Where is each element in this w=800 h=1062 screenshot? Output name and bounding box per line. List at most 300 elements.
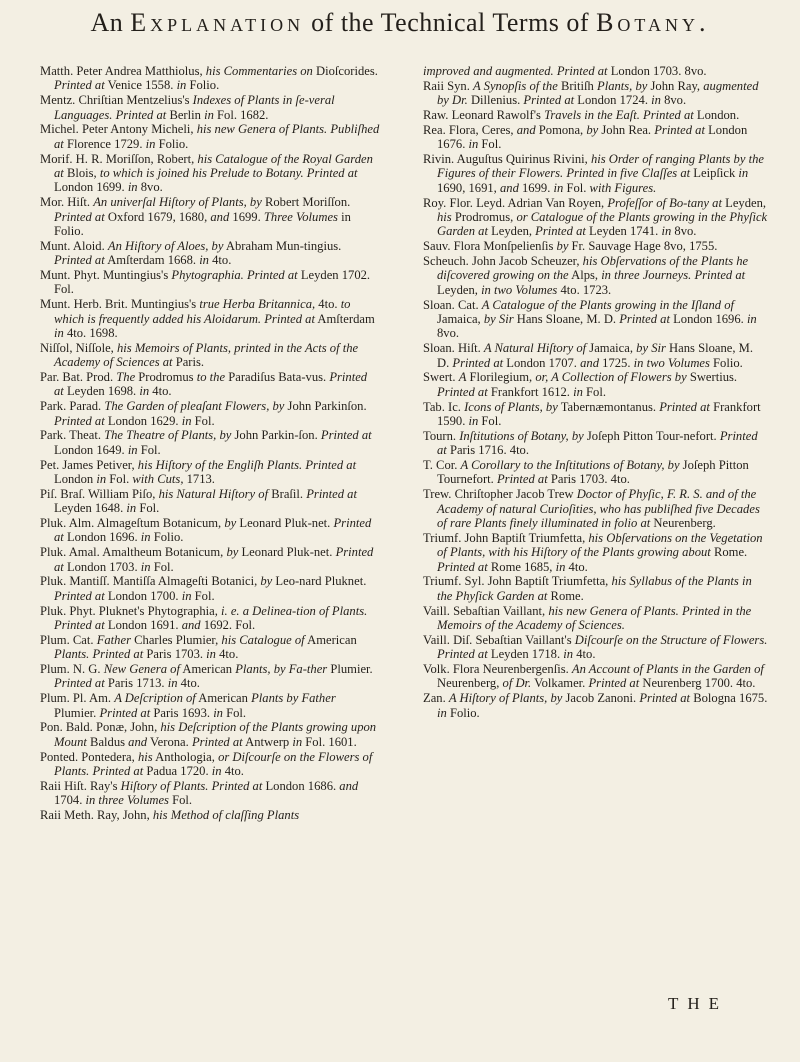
entry-text: London 1676.	[437, 122, 748, 152]
entry-text: Britiſh	[557, 78, 597, 93]
entry-text: Neurenberg,	[437, 676, 503, 691]
entry-text: Folio.	[709, 355, 743, 370]
bibliography-entry	[40, 64, 380, 93]
entry-text: London 1724.	[574, 93, 652, 108]
entry-text: American	[179, 662, 236, 677]
entry-text: Park. Parad.	[40, 399, 105, 414]
entry-text: Niſſol, Niſſole,	[40, 340, 117, 355]
entry-text: 4to.	[315, 297, 341, 312]
entry-text: and	[580, 355, 599, 370]
entry-text: Leyden 1648.	[54, 501, 127, 516]
entry-text: in two Volumes	[481, 282, 558, 297]
entry-text: his new Genera of Plants. Printed in the Memoirs of the Academy of Sciences.	[437, 603, 752, 633]
entry-text: 8vo.	[137, 180, 163, 195]
entry-text: or Diſcourſe on the Flowers of Plants. Printed at	[54, 749, 373, 779]
entry-text: his Syllabus of the Plants in the Phyſick Garden at	[437, 574, 752, 603]
entry-text: Printed at	[54, 78, 105, 93]
entry-text: Hiſtory of Plants. Printed at	[120, 778, 263, 793]
bibliography-entry	[423, 662, 768, 691]
entry-text: Printed at	[619, 312, 670, 327]
entry-text: Hans Sloane, M. D.	[437, 341, 753, 370]
bibliography-entry	[40, 122, 380, 151]
entry-text: Printed at	[54, 370, 368, 399]
entry-text: and	[128, 734, 148, 749]
entry-text: or, A Collection of Flowers by	[535, 370, 687, 385]
entry-text: John Parkin-ſon.	[231, 428, 321, 443]
entry-text: Triumf. John Baptiſt Triumfetta,	[423, 530, 589, 545]
entry-text: Pluk. Mantiſſ. Mantiſſa Almageſti Botanici,	[40, 574, 261, 589]
entry-text: of Dr.	[502, 676, 532, 691]
entry-text: Jamaica,	[437, 312, 484, 327]
header-pre: An	[90, 8, 124, 37]
entry-text: Leipſick	[690, 166, 739, 181]
entry-text: London	[54, 472, 97, 487]
entry-text: Baldus	[86, 734, 129, 749]
entry-text: London 1691.	[104, 618, 182, 633]
entry-text: An univerſal Hiſtory of Plants, by	[93, 195, 262, 210]
entry-text: to the	[196, 370, 226, 385]
entry-text: Florilegium,	[466, 370, 536, 385]
entry-text: his	[437, 210, 452, 225]
entry-text: Leyden 1698.	[63, 384, 140, 399]
entry-text: Tab. Ic.	[423, 399, 465, 414]
entry-text: his Method of claſſing Plants	[152, 808, 300, 823]
entry-text: 4to.	[208, 253, 232, 268]
entry-text: or Catalogue of the Plants growing in the Phyſick Garden at	[437, 210, 768, 239]
entry-text: Berlin	[166, 107, 205, 122]
entry-text: and	[516, 122, 536, 137]
bibliography-entry	[423, 574, 768, 603]
entry-text: 4to.	[149, 384, 172, 399]
entry-text: Plumier.	[54, 705, 100, 720]
entry-text: Plum. N. G.	[40, 662, 104, 677]
entry-text: Printed at	[54, 209, 105, 224]
entry-text: Leonard Pluk-net.	[238, 545, 336, 560]
entry-text: The Garden of pleaſant Flowers, by	[104, 399, 285, 414]
entry-text: Folio.	[150, 530, 184, 545]
entry-text: his Natural Hiſtory of	[158, 486, 269, 501]
entry-text: Raw. Leonard Rawolf's	[423, 108, 545, 122]
entry-text: American	[195, 691, 252, 706]
header-of: of	[566, 8, 590, 37]
entry-text: Rome.	[710, 545, 748, 560]
entry-text: Doctor of Phyſic, F. R. S. and of the Academy of natural Curioſities, who has publiſhed five Decades of rare Plants finely illuminated in folio at	[437, 487, 760, 531]
entry-text: Printed at	[306, 486, 357, 501]
entry-text: 8vo.	[437, 326, 460, 341]
entry-text: Paris 1703.	[143, 647, 207, 662]
entry-text: Paris.	[172, 355, 205, 370]
entry-text: in	[96, 472, 107, 487]
entry-text: Alps,	[568, 268, 602, 283]
entry-text: Rome.	[547, 588, 584, 603]
entry-text: Florence 1729.	[63, 136, 146, 151]
entry-text: Frankfort 1612.	[487, 384, 574, 399]
entry-text: Michel. Peter Antony Micheli,	[40, 122, 197, 137]
entry-text: his Hiſtory of the Engliſh Plants. Printed at	[137, 457, 357, 472]
entry-text: Printed at	[191, 734, 243, 749]
entry-text: in	[139, 384, 150, 399]
entry-text: Morif. H. R. Moriſſon, Robert,	[40, 151, 198, 166]
entry-text: Mor. Hiſt.	[40, 195, 94, 210]
entry-text: in	[145, 136, 156, 151]
entry-text: Fol.	[150, 559, 174, 574]
entry-text: Leyden 1741.	[585, 224, 662, 239]
entry-text: Frankfort 1590.	[437, 399, 761, 429]
entry-text: augmented by Dr.	[437, 78, 759, 108]
entry-text: Fol.	[582, 384, 606, 399]
bibliography-entry	[423, 108, 768, 122]
entry-text: 1692. Fol.	[200, 618, 256, 633]
entry-text: Trew. Chriſtopher Jacob Trew	[423, 487, 577, 502]
entry-text: Printed at	[496, 472, 548, 487]
entry-text: Printed at	[437, 428, 758, 458]
entry-text: in	[468, 137, 479, 152]
entry-text: by	[224, 516, 237, 531]
entry-text: in	[181, 588, 192, 603]
bibliography-entry	[40, 720, 380, 749]
bibliography-entry	[40, 574, 380, 603]
entry-text: 1704.	[54, 793, 86, 808]
entry-text: Ponted. Pontedera,	[40, 749, 138, 764]
entry-text: Antwerp	[242, 734, 293, 749]
entry-text: Pluk. Amal. Amaltheum Botanicum,	[40, 545, 227, 560]
entry-text: Padua 1720.	[143, 764, 212, 779]
entry-text: his Catalogue of the Royal Garden at	[54, 151, 373, 181]
entry-text: Neurenberg.	[650, 516, 716, 531]
entry-text: in two Volumes	[633, 355, 710, 370]
entry-text: 4to.	[215, 647, 239, 662]
entry-text: Folio.	[155, 136, 189, 151]
bibliography-entry	[40, 691, 380, 720]
entry-text: Amſterdam 1668.	[104, 253, 200, 268]
entry-text: in	[213, 705, 223, 720]
entry-text: Munt. Phyt. Muntingius's	[40, 268, 172, 283]
entry-text: 4to.	[221, 764, 244, 779]
entry-text: Scheuch. John Jacob Scheuzer,	[423, 254, 583, 269]
entry-text: in	[738, 166, 749, 181]
entry-text: Tourn.	[423, 428, 460, 443]
entry-text: and	[499, 180, 519, 195]
entry-text: Plum. Cat.	[40, 632, 97, 647]
entry-text: with Cuts,	[132, 472, 184, 487]
bibliography-entry	[40, 516, 380, 545]
entry-text: An Account of Plants in the Garden of	[571, 662, 764, 677]
entry-text: Sauv. Flora Monſpelienſis	[423, 239, 557, 254]
entry-text: Charles Plumier,	[130, 632, 222, 647]
entry-text: Leyden,	[437, 282, 482, 297]
entry-text: Munt. Herb. Brit. Muntingius's	[40, 297, 200, 312]
entry-text: New Genera of	[103, 662, 180, 677]
entry-text: in	[140, 530, 151, 545]
bibliography-entry	[40, 662, 380, 691]
entry-text: Printed at	[54, 545, 374, 574]
entry-text: Vaill. Diſ. Sebaſtian Vaillant's	[423, 632, 575, 647]
entry-text: by	[556, 239, 569, 254]
entry-text: Printed at	[54, 413, 105, 428]
entry-text: Diſcourſe on the Structure of Flowers. Printed at	[437, 632, 768, 662]
entry-text: Printed at	[54, 516, 372, 545]
entry-text: Plants. Printed at	[54, 647, 144, 662]
bibliography-entry	[423, 400, 768, 429]
entry-text: in three Volumes	[85, 793, 169, 808]
entry-text: Fr. Sauvage Hage 8vo, 1755.	[568, 239, 718, 254]
entry-text: T. Cor.	[423, 458, 461, 473]
bibliography-entry	[423, 691, 768, 720]
entry-text: Fol.	[563, 180, 590, 195]
bibliography-entry	[423, 370, 768, 399]
entry-text: his Catalogue of	[221, 632, 305, 647]
entry-text: A Deſcription of	[114, 691, 196, 706]
bibliography-entry	[423, 79, 768, 108]
entry-text: Fol.	[106, 472, 133, 487]
entry-text: Joſeph Pitton Tournefort.	[437, 458, 749, 487]
entry-text: Folio.	[446, 705, 480, 720]
entry-text: by Sir	[483, 312, 514, 327]
entry-text: Bologna 1675.	[690, 691, 768, 706]
entry-text: Joſeph Pitton Tour-nefort.	[583, 428, 720, 443]
entry-text: in	[211, 764, 222, 779]
entry-text: Printed at	[320, 428, 372, 443]
entry-text: in	[54, 326, 64, 341]
entry-text: Leyden 1718.	[487, 647, 564, 662]
bibliography-entry	[40, 195, 380, 238]
left-column	[40, 64, 380, 823]
header-mid: of the	[311, 8, 375, 37]
entry-text: Triumf. Syl. John Baptiſt Triumfetta,	[423, 574, 612, 589]
entry-text: 1690, 1691,	[437, 180, 500, 195]
entry-text: Raii Syn.	[423, 78, 474, 93]
entry-text: Roy. Flor. Leyd. Adrian Van Royen,	[423, 195, 608, 210]
entry-text: in	[167, 676, 178, 691]
entry-text: his Deſcription of the Plants growing upon Mount	[54, 720, 377, 749]
entry-text: in	[140, 559, 151, 574]
entry-text: Braſil.	[268, 486, 307, 501]
entry-text: Swert.	[423, 370, 459, 385]
entry-text: Dillenius.	[467, 93, 524, 108]
bibliography-entry	[423, 64, 768, 78]
entry-text: Piſ. Braſ. William Piſo,	[40, 486, 159, 501]
entry-text: Rea. Flora, Ceres,	[423, 122, 517, 137]
entry-text: Dioſcorides.	[312, 64, 378, 78]
entry-text: by	[226, 545, 239, 560]
entry-text: in	[127, 180, 138, 195]
bibliography-entry	[40, 545, 380, 574]
entry-text: Printed at	[659, 399, 710, 414]
entry-text: 1699.	[518, 180, 554, 195]
entry-text: London 1629.	[104, 413, 182, 428]
bibliography-entry	[423, 458, 768, 487]
entry-text: Plants, by	[597, 78, 648, 93]
entry-text: Plumier.	[327, 662, 373, 677]
entry-text: Printed at	[54, 253, 105, 268]
entry-text: Plants, by Fa-ther	[235, 662, 328, 677]
entry-text: Jamaica,	[586, 341, 637, 356]
bibliography-entry	[40, 604, 380, 633]
entry-text: 4to. 1723.	[557, 282, 612, 297]
entry-text: 1725.	[599, 355, 634, 370]
entry-text: his Memoirs of Plants, printed in the Acts of the Academy of Sciences at	[54, 340, 359, 370]
entry-text: Printed at	[523, 93, 575, 108]
entry-text: in	[204, 107, 214, 122]
entry-text: Fol. 1682.	[213, 107, 269, 122]
entry-text: A	[458, 370, 467, 385]
entry-text: and	[339, 778, 359, 793]
entry-text: Amſterdam	[314, 311, 375, 326]
entry-text: John Parkinſon.	[284, 399, 367, 414]
entry-text: Hans Sloane, M. D.	[513, 312, 620, 327]
bibliography-entry	[423, 341, 768, 370]
entry-text: Swertius.	[686, 370, 738, 385]
entry-text: Par. Bat. Prod.	[40, 370, 117, 385]
bibliography-entry	[40, 370, 380, 399]
entry-text: by	[260, 574, 273, 589]
entry-text: in	[206, 647, 216, 662]
entry-text: Pomona,	[535, 122, 587, 137]
entry-text: Printed at	[654, 122, 705, 137]
bibliography-entry	[423, 239, 768, 253]
entry-text: his Order of ranging Plants by the Figures of their Flowers. Printed in five Claſſes at	[437, 152, 764, 181]
entry-text: Matth. Peter Andrea Matthiolus,	[40, 64, 206, 78]
entry-text: Sloan. Cat.	[423, 297, 482, 312]
bibliography-entry	[40, 808, 380, 822]
page-header	[0, 8, 800, 38]
entry-text: Inſtitutions of Botany, by	[459, 428, 584, 443]
entry-text: John Rea.	[598, 122, 655, 137]
bibliography-entry	[40, 458, 380, 487]
entry-text: by Sir	[636, 341, 666, 356]
catchword: THE	[668, 994, 729, 1013]
entry-text: London 1703. 8vo.	[607, 64, 707, 78]
entry-text: and	[181, 618, 201, 633]
header-word-explanation: Explanation	[130, 8, 305, 37]
entry-text: 8vo.	[660, 93, 687, 108]
entry-text: Jacob Zanoni.	[562, 691, 640, 706]
entry-text: Prodromus,	[451, 210, 517, 225]
entry-text: Venice 1558.	[104, 78, 177, 93]
entry-text: 8vo.	[671, 224, 697, 239]
bibliography-entry	[423, 123, 768, 152]
entry-text: Pon. Bald. Ponæ, John,	[40, 720, 161, 735]
entry-text: Fol. 1601.	[302, 734, 357, 749]
entry-text: Rivin. Auguſtus Quirinus Rivini,	[423, 152, 591, 166]
entry-text: Mentz. Chriſtian Mentzelius's	[40, 93, 193, 108]
entry-text: Father	[96, 632, 131, 647]
entry-text: his Commentaries on	[205, 64, 313, 78]
entry-text: 4to.	[565, 559, 588, 574]
entry-text: in	[468, 414, 479, 429]
entry-text: Anthologia,	[152, 749, 219, 764]
entry-text: London 1649.	[54, 442, 128, 457]
entry-text: Icons of Plants, by	[464, 399, 558, 414]
entry-text: Printed at	[588, 676, 640, 691]
bibliography-entry	[40, 487, 380, 516]
entry-text: A Corollary to the Inſtitutions of Botany, by	[460, 458, 680, 473]
entry-text: Oxford 1679, 1680,	[104, 209, 211, 224]
entry-text: London 1703.	[63, 559, 141, 574]
entry-text: in three Journeys. Printed at	[601, 268, 746, 283]
entry-text: Sloan. Hiſt.	[423, 341, 484, 356]
entry-text: Printed at	[452, 355, 504, 370]
entry-text: his	[137, 749, 153, 764]
entry-text: Munt. Aloid.	[40, 238, 108, 253]
bibliography-entry	[40, 779, 380, 808]
entry-text: Printed at	[535, 224, 586, 239]
entry-text: Three Volumes	[263, 209, 338, 224]
entry-text: Blois,	[63, 166, 100, 181]
entry-text: Leo-nard Pluknet.	[272, 574, 367, 589]
entry-text: Printed at	[99, 705, 151, 720]
bibliography-entry	[423, 487, 768, 530]
entry-text: Paris 1716. 4to.	[446, 443, 530, 458]
entry-text: Paradiſus Bata-vus.	[225, 370, 330, 385]
entry-text: Raii Meth. Ray, John,	[40, 808, 153, 823]
entry-text: An Hiſtory of Aloes, by	[107, 238, 224, 253]
entry-text: his Obſervations on the Vegetation of Plants, with his Hiſtory of the Plants growing about	[437, 530, 763, 560]
entry-text: A Hiſtory of Plants, by	[448, 691, 563, 706]
bibliography-entry	[40, 239, 380, 268]
bibliography-entry	[423, 196, 768, 239]
entry-text: The Theatre of Plants, by	[104, 428, 232, 443]
bibliography-entry	[40, 93, 380, 122]
entry-text: London 1696.	[669, 312, 747, 327]
entry-text: Phytographia. Printed at	[171, 268, 298, 283]
entry-text: Verona.	[147, 734, 192, 749]
entry-text: in Folio.	[54, 209, 351, 239]
entry-text: in	[292, 734, 303, 749]
entry-text: Profeſſor of Bo-tany at	[607, 195, 722, 210]
entry-text: 4to.	[177, 676, 200, 691]
entry-text: Paris 1713.	[104, 676, 168, 691]
entry-text: Tabernæmontanus.	[557, 399, 660, 414]
entry-text: Indexes of Plants in ſe-veral Languages. Printed at	[54, 93, 335, 122]
entry-text: Leyden,	[721, 195, 767, 210]
bibliography-entry	[40, 297, 380, 340]
entry-text: Printed at	[437, 559, 488, 574]
entry-text: Zan.	[423, 691, 449, 706]
entry-text: in	[555, 559, 566, 574]
entry-text: Leonard Pluk-net.	[236, 516, 334, 531]
entry-text: Plants by Father	[251, 691, 336, 706]
entry-text: Fol.	[136, 501, 160, 516]
entry-text: Rome 1685,	[487, 559, 556, 574]
entry-text: London 1686.	[262, 778, 340, 793]
entry-text: 4to.	[573, 647, 596, 662]
entry-text: 1699.	[229, 209, 264, 224]
entry-text: Pet. James Petiver,	[40, 457, 138, 472]
entry-text: Park. Theat.	[40, 428, 105, 443]
entry-text: in	[199, 253, 209, 268]
entry-text: Printed at	[639, 691, 691, 706]
entry-text: 1713.	[183, 472, 215, 487]
entry-text: his Obſervations of the Plants he diſcovered growing on the	[437, 254, 749, 283]
entry-text: in	[437, 705, 447, 720]
entry-text: John Ray,	[647, 78, 704, 93]
entry-text: Robert Moriſſon.	[261, 195, 351, 210]
entry-text: in	[176, 78, 187, 93]
entry-text: Volk. Flora Neurenbergenſis.	[423, 662, 572, 677]
entry-text: Pluk. Alm. Almageſtum Botanicum,	[40, 516, 225, 531]
entry-text: Fol.	[191, 588, 215, 603]
entry-text: Pluk. Phyt. Pluknet's Phytographia,	[40, 603, 222, 618]
entry-text: Fol.	[191, 413, 215, 428]
bibliography-entry	[423, 429, 768, 458]
bibliography-entry	[40, 428, 380, 457]
entry-text: in	[661, 224, 672, 239]
entry-text: Fol.	[168, 793, 193, 808]
entry-text: by	[586, 122, 599, 137]
entry-text: in	[563, 647, 574, 662]
entry-text: Fol.	[478, 137, 502, 152]
